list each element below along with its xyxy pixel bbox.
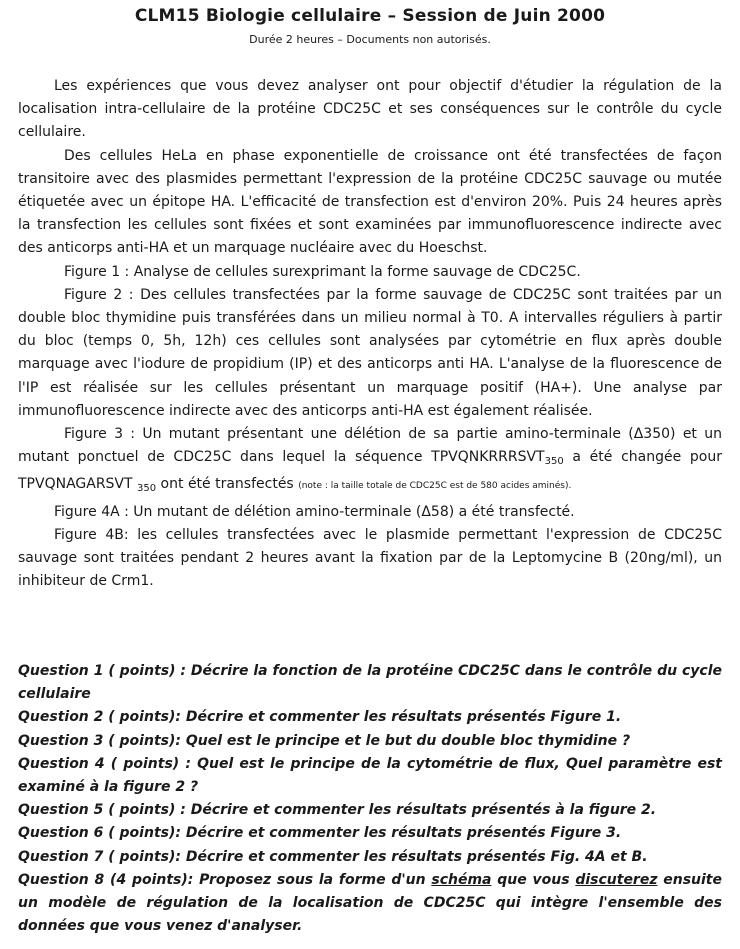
questions-section (18, 660, 722, 938)
question-8-text-b: que vous (491, 871, 576, 888)
figure-3-text-b: a été changée pour TPVQNAGARSVT (18, 449, 723, 493)
figure-1-description: Figure 1 : Analyse de cellules surexprimant la forme sauvage de CDC25C. (64, 263, 581, 280)
question-8 (18, 869, 722, 939)
page-title: CLM15 Biologie cellulaire – Session de Juin 2000 (134, 6, 606, 26)
question-1: Question 1 ( points) : Décrire la fonction de la protéine CDC25C dans le contrôle du cycle cellulaire (18, 663, 722, 703)
figure-3-subscript-2: 350 (137, 483, 157, 495)
page-subtitle: Durée 2 heures – Documents non autorisés. (249, 33, 491, 46)
figure-2-description: Figure 2 : Des cellules transfectées par la forme sauvage de CDC25C sont traitées par un double bloc thymidine puis transférées dans un milieu normal à T0. A intervalles réguliers à partir du bloc (temps 0, 5h, 12h) ces cellules sont analysées par cytométrie en flux après double marquage avec l'iodure de propidium (IP) et des anticorps anti HA. L'analyse de la fluorescence de l'IP est réalisée sur les cellules présentant un marquage positif (HA+). Une analyse par immunofluorescence indirecte avec des anticorps anti-HA est également réalisée. (18, 286, 722, 419)
figure-4a-description: Figure 4A : Un mutant de délétion amino-terminale (Δ58) a été transfecté. (54, 503, 575, 520)
question-3: Question 3 ( points): Quel est le principe et le but du double bloc thymidine ? (18, 732, 631, 749)
question-8-underlined-schema: schéma (431, 871, 492, 888)
question-6: Question 6 ( points): Décrire et commenter les résultats présentés Figure 3. (18, 825, 622, 842)
intro-paragraph-2: Des cellules HeLa en phase exponentielle de croissance ont été transfectées de façon transitoire avec des plasmides permettant l'expression de la protéine CDC25C sauvage ou mutée étiquetée avec un épitope HA. L'efficacité de transfection est d'environ 20%. Puis 24 heures après la transfection les cellules sont fixées et sont examinées par immunofluorescence indirecte avec des anticorps anti-HA et un marquage nucléaire avec du Hoeschst. (18, 147, 722, 257)
figure-4b-description: Figure 4B: les cellules transfectées avec le plasmide permettant l'expression de CDC25C sauvage sont traitées pendant 2 heures avant la fixation par de la Leptomycine B (20ng/ml), un inhibiteur de Crm1. (18, 526, 722, 590)
figure-3-description (18, 423, 722, 501)
question-7: Question 7 ( points): Décrire et commenter les résultats présentés Fig. 4A et B. (18, 848, 648, 865)
figure-3-subscript-1: 350 (544, 456, 564, 468)
question-4: Question 4 ( points) : Quel est le principe de la cytométrie de flux, Quel paramètre est examiné à la figure 2 ? (18, 755, 722, 796)
figure-3-text-a: Figure 3 : Un mutant présentant une délétion de sa partie amino-terminale (Δ350) et un mutant ponctuel de CDC25C dans lequel la séquence TPVQNKRRRSVT (18, 426, 722, 466)
figure-3-text-c: ont été transfectés (156, 476, 299, 493)
intro-paragraph-1: Les expériences que vous devez analyser ont pour objectif d'étudier la régulation de la localisation intra-cellulaire de la protéine CDC25C et ses conséquences sur le contrôle du cycle cellulaire. (18, 78, 722, 141)
question-8-text-c: ensuite un modèle de régulation de la localisation de CDC25C qui intègre l'ensemble des données que vous venez d'analyser. (18, 871, 722, 935)
intro-section (18, 75, 722, 593)
figure-3-note: (note : la taille totale de CDC25C est de 580 acides aminés). (298, 481, 572, 492)
question-5: Question 5 ( points) : Décrire et commenter les résultats présentés à la figure 2. (18, 802, 657, 819)
question-2: Question 2 ( points): Décrire et commenter les résultats présentés Figure 1. (18, 709, 622, 726)
question-8-text-a: Question 8 (4 points): Proposez sous la forme d'un (18, 871, 432, 888)
question-8-underlined-discuterez: discuterez (575, 871, 658, 888)
